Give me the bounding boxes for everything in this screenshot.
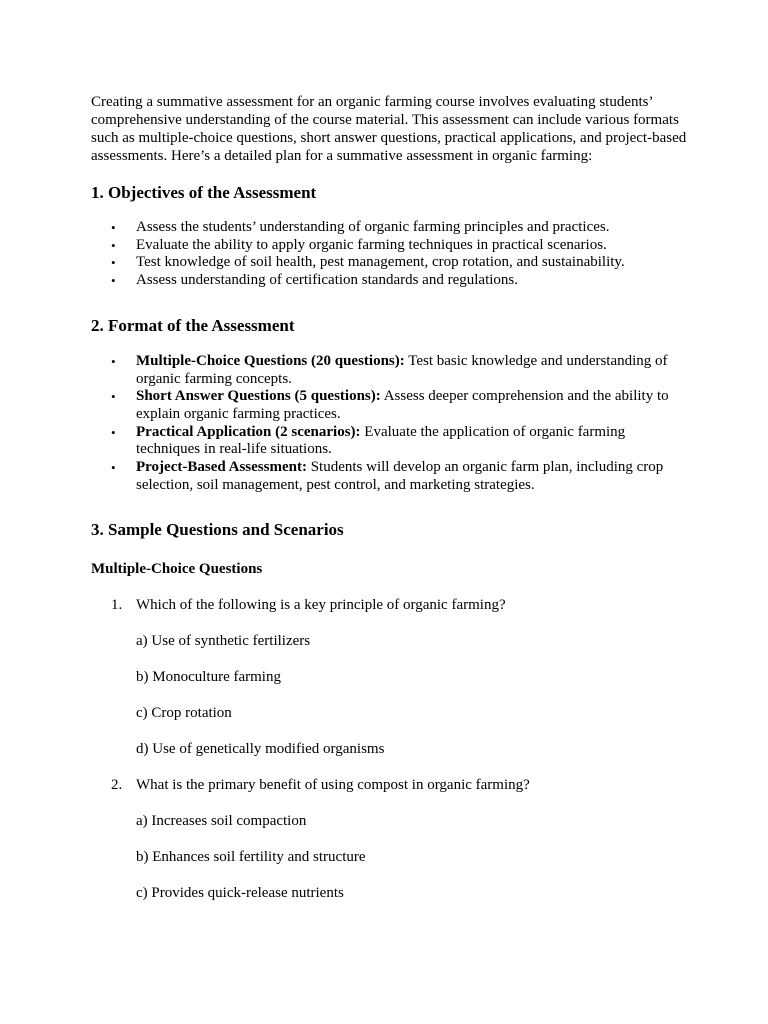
question-text: What is the primary benefit of using compost in organic farming? [136,777,530,794]
list-item [91,388,687,423]
objectives-list [91,219,687,290]
question-1 [91,596,687,614]
document-page [91,93,687,902]
intro-paragraph: Creating a summative assessment for an organic farming course involves evaluating students’ comprehensive understanding of the course material. This assessment can include various formats such as multiple-choice questions, short answer questions, practical applications, and project-based assessments. Here’s a detailed plan for a summative assessment in organic farming: [91,94,687,164]
list-item [91,459,687,494]
item-label: Project-Based Assessment: [136,459,307,476]
answer-option: d) Use of genetically modified organisms [136,741,385,758]
item-label: Practical Application (2 scenarios): [136,423,361,440]
answer-option: c) Provides quick-release nutrients [136,885,344,902]
question-number: 1. [111,597,123,614]
samples-heading: 3. Sample Questions and Scenarios [91,520,344,540]
item-text: Students will develop an organic farm plan, including crop selection, soil management, pest control, and marketing strategies. [136,459,664,493]
item-text: Assess deeper comprehension and the ability to explain organic farming practices. [136,388,669,422]
item-label: Multiple-Choice Questions (20 questions): [136,352,405,369]
bullet-icon: • [111,460,116,476]
bullet-icon: • [111,389,116,405]
list-item [91,353,687,388]
format-heading: 2. Format of the Assessment [91,315,295,335]
item-text: Test basic knowledge and understanding of organic farming concepts. [136,352,668,387]
mcq-subheading: Multiple-Choice Questions [91,561,263,578]
item-text: Evaluate the application of organic farming techniques in real-life situations. [136,423,626,458]
list-item: • Assess the students’ understanding of organic farming principles and practices. [111,219,610,235]
answer-option: b) Monoculture farming [136,669,281,686]
list-item: • Assess understanding of certification standards and regulations. [111,272,518,289]
question-2 [91,776,687,794]
question-number: 2. [111,777,123,794]
answer-option: c) Crop rotation [136,705,232,722]
bullet-icon: • [111,255,116,271]
bullet-icon: • [111,424,116,440]
bullet-icon: • [111,353,116,369]
question-text: Which of the following is a key principle of organic farming? [136,597,506,614]
answer-option: a) Increases soil compaction [136,813,307,830]
item-label: Short Answer Questions (5 questions): [136,388,381,405]
list-item: • Test knowledge of soil health, pest management, crop rotation, and sustainability. [111,254,625,271]
objectives-heading: 1. Objectives of the Assessment [91,183,317,202]
bullet-icon: • [111,220,116,235]
answer-option: b) Enhances soil fertility and structure [136,849,366,866]
list-item: • Evaluate the ability to apply organic farming techniques in practical scenarios. [111,236,607,253]
answer-option: a) Use of synthetic fertilizers [136,633,311,650]
bullet-icon: • [111,237,116,253]
bullet-icon: • [111,273,116,289]
list-item [91,424,687,459]
format-list [91,353,687,495]
